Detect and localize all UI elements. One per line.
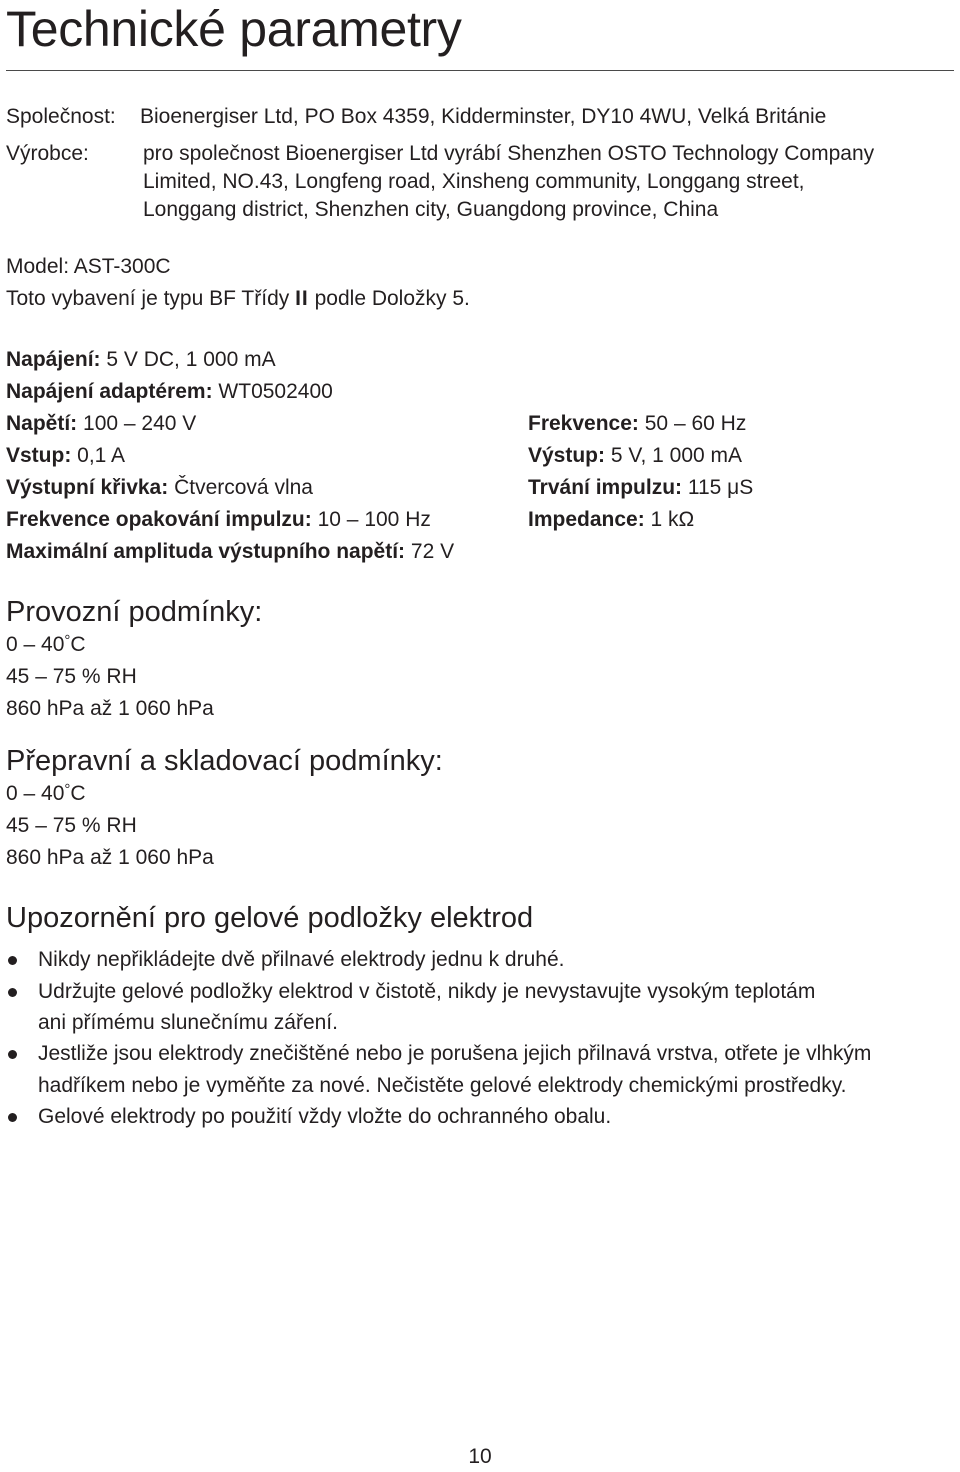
- bullet-icon: [8, 1050, 17, 1059]
- spec-value: 100 – 240 V: [83, 412, 197, 435]
- spec-value: 115 μS: [687, 476, 754, 499]
- spec-label: Výstup:: [528, 444, 606, 467]
- temp-range: 0 – 40: [6, 633, 65, 656]
- warning-item: Nikdy nepřikládejte dvě přilnavé elektrody jednu k druhé.: [38, 948, 565, 971]
- operating-temperature: [6, 631, 86, 661]
- warning-item: Gelové elektrody po použití vždy vložte do ochranného obalu.: [38, 1105, 612, 1128]
- manufacturer-line: pro společnost Bioenergiser Ltd vyrábí Shenzhen OSTO Technology Company: [143, 142, 875, 165]
- manufacturer-line: Longgang district, Shenzhen city, Guangdong province, China: [143, 198, 719, 221]
- spec-value: WT0502400: [218, 380, 333, 403]
- company-label: Společnost:: [6, 105, 116, 128]
- spec-value: 5 V DC, 1 000 mA: [106, 348, 276, 371]
- spec-voltage: [6, 410, 196, 438]
- manufacturer-line: Limited, NO.43, Longfeng road, Xinsheng community, Longgang street,: [143, 170, 805, 193]
- transport-humidity: 45 – 75 % RH: [6, 814, 137, 837]
- operating-heading: Provozní podmínky:: [6, 596, 263, 628]
- title-divider: [6, 70, 954, 71]
- spec-adapter: [6, 378, 333, 406]
- warning-item: Jestliže jsou elektrody znečištěné nebo je porušena jejich přilnavá vrstva, otřete je vlhkým: [38, 1042, 872, 1065]
- spec-label: Frekvence:: [528, 412, 639, 435]
- spec-label: Výstupní křivka:: [6, 476, 169, 499]
- spec-value: Čtvercová vlna: [174, 476, 313, 499]
- bullet-icon: [8, 956, 17, 965]
- spec-label: Impedance:: [528, 508, 645, 531]
- class-ii-symbol: II: [295, 287, 309, 310]
- spec-input: [6, 442, 125, 470]
- spec-label: Trvání impulzu:: [528, 476, 683, 499]
- spec-pulse-duration: [528, 474, 753, 502]
- temp-unit: C: [70, 633, 86, 656]
- bullet-icon: [8, 988, 17, 997]
- spec-value: 5 V, 1 000 mA: [610, 444, 743, 467]
- equipment-class-after: podle Doložky 5.: [314, 287, 470, 310]
- spec-impedance: [528, 506, 694, 534]
- spec-label: Napájení:: [6, 348, 101, 371]
- warning-item-continued: ani přímému slunečnímu záření.: [38, 1011, 338, 1034]
- spec-label: Maximální amplituda výstupního napětí:: [6, 540, 406, 563]
- equipment-class-text: [6, 285, 470, 313]
- transport-temperature: [6, 780, 86, 810]
- spec-value: 10 – 100 Hz: [317, 508, 431, 531]
- equipment-class-before: Toto vybavení je typu BF Třídy: [6, 287, 290, 310]
- operating-humidity: 45 – 75 % RH: [6, 665, 137, 688]
- transport-pressure: 860 hPa až 1 060 hPa: [6, 846, 214, 869]
- spec-label: Napájení adaptérem:: [6, 380, 213, 403]
- company-value: Bioenergiser Ltd, PO Box 4359, Kidderminster, DY10 4WU, Velká Británie: [140, 105, 827, 128]
- spec-label: Napětí:: [6, 412, 78, 435]
- operating-pressure: 860 hPa až 1 060 hPa: [6, 697, 214, 720]
- spec-label: Vstup:: [6, 444, 72, 467]
- spec-value: 1 kΩ: [650, 508, 695, 531]
- transport-heading: Přepravní a skladovací podmínky:: [6, 745, 443, 777]
- page-title: Technické parametry: [6, 1, 462, 57]
- temp-unit: C: [70, 782, 86, 805]
- spec-frequency: [528, 410, 746, 438]
- spec-value: 50 – 60 Hz: [644, 412, 747, 435]
- temp-range: 0 – 40: [6, 782, 65, 805]
- page-number: 10: [468, 1445, 492, 1468]
- warning-item: Udržujte gelové podložky elektrod v čistotě, nikdy je nevystavujte vysokým teplotám: [38, 980, 816, 1003]
- spec-output: [528, 442, 742, 470]
- spec-value: 0,1 A: [77, 444, 126, 467]
- warnings-heading: Upozornění pro gelové podložky elektrod: [6, 902, 534, 934]
- spec-max-amplitude: [6, 538, 454, 566]
- bullet-icon: [8, 1113, 17, 1122]
- spec-power: [6, 346, 276, 374]
- spec-waveform: [6, 474, 313, 502]
- warning-item-continued: hadříkem nebo je vyměňte za nové. Nečistěte gelové elektrody chemickými prostředky.: [38, 1074, 847, 1097]
- degree-symbol: °: [64, 632, 71, 649]
- manufacturer-label: Výrobce:: [6, 142, 89, 165]
- model-text: Model: AST-300C: [6, 255, 171, 278]
- spec-value: 72 V: [410, 540, 455, 563]
- spec-repetition: [6, 506, 431, 534]
- spec-label: Frekvence opakování impulzu:: [6, 508, 312, 531]
- degree-symbol: °: [64, 781, 71, 798]
